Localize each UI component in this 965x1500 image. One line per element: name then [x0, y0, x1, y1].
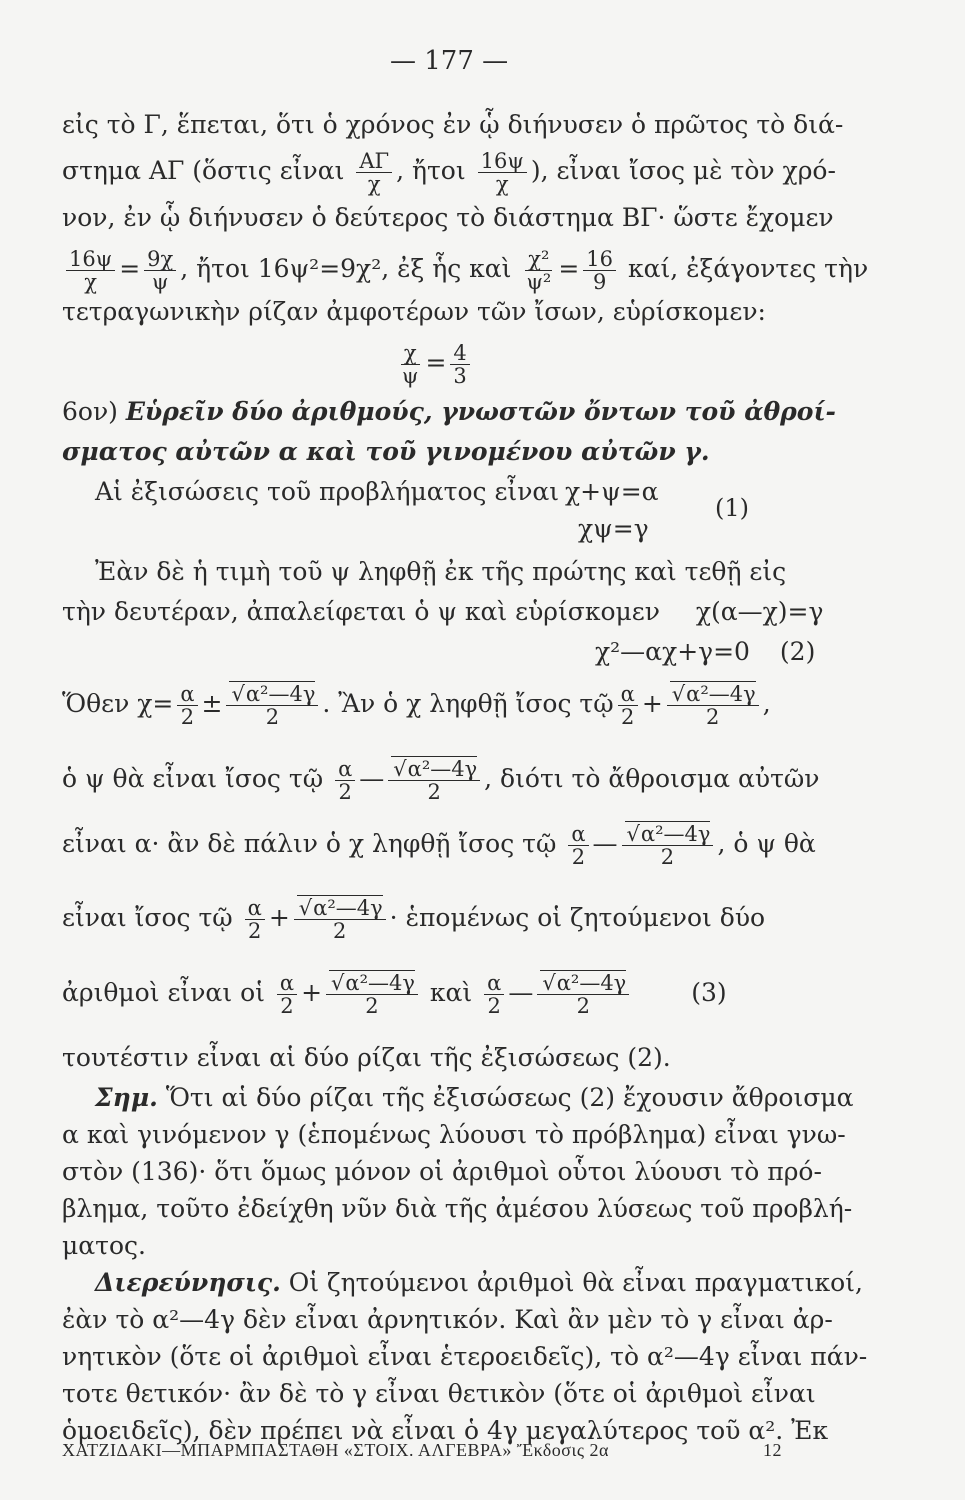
problem-title-cont: σματος αὐτῶν α καὶ τοῦ γινομένου αὐτῶν γ.	[62, 437, 710, 466]
square-root: √ α²—4γ	[670, 681, 756, 706]
text: ἀριθμοὶ εἶναι οἱ	[62, 978, 265, 1007]
text-line	[62, 823, 816, 868]
numerator: 16ψ	[66, 248, 115, 271]
text-line	[62, 248, 868, 293]
square-root: √ α²—4γ	[329, 970, 415, 995]
denominator: 2	[265, 705, 280, 729]
problem-number: 6ον)	[62, 397, 118, 426]
fraction	[667, 683, 759, 728]
text-line	[95, 1268, 863, 1298]
text-line: τοτε θετικόν· ἂν δὲ τὸ γ εἶναι θετικὸν (ὅτε οἱ ἀριθμοὶ εἶναι	[62, 1379, 816, 1408]
text: Οἱ ζητούμενοι ἀριθμοὶ θὰ εἶναι πραγματικοί,	[288, 1268, 863, 1297]
numerator	[294, 897, 386, 920]
fraction	[618, 683, 638, 728]
fraction	[335, 758, 355, 803]
text-line: βλημα, τοῦτο ἐδείχθη νῦν διὰ τῆς ἀμέσου λύσεως τοῦ προβλή-	[62, 1194, 853, 1223]
fraction	[177, 683, 197, 728]
text-line: τουτέστιν εἶναι αἱ δύο ρίζαι τῆς ἐξισώσεως (2).	[62, 1043, 671, 1072]
fraction	[622, 823, 714, 868]
text-line: εἰς τὸ Γ, ἕπεται, ὅτι ὁ χρόνος ἐν ᾧ διήνυσεν ὁ πρῶτος τὸ διά-	[62, 110, 844, 139]
sheet-number: 12	[763, 1440, 782, 1460]
denominator: χ	[495, 172, 509, 196]
text-line: ματος.	[62, 1231, 146, 1260]
text: ,	[762, 689, 771, 718]
numerator: χ²	[525, 248, 552, 271]
text-line: τετραγωνικὴν ρίζαν ἀμφοτέρων τῶν ἴσων, εὑρίσκομεν:	[62, 297, 766, 326]
fraction	[484, 972, 504, 1017]
denominator: 2	[621, 705, 635, 729]
text-line: νητικὸν (ὅτε οἱ ἀριθμοὶ εἶναι ἑτεροειδεῖς), τὸ α²—4γ εἶναι πάν-	[62, 1342, 868, 1371]
text: ὁ ψ θὰ εἶναι ἴσος τῷ	[62, 764, 324, 793]
text: Ὅτι αἱ δύο ρίζαι τῆς ἐξισώσεως (2) ἔχουσιν ἄθροισμα	[165, 1083, 854, 1112]
numerator	[667, 683, 759, 706]
page-number: — 177 —	[390, 46, 509, 76]
numerator	[537, 972, 629, 995]
text-line: ἐὰν τὸ α²—4γ δὲν εἶναι ἀρνητικόν. Καὶ ἂν μὲν τὸ γ εἶναι ἀρ-	[62, 1305, 833, 1334]
numerator: 4	[450, 342, 469, 365]
text: εἶναι α· ἂν δὲ πάλιν ὁ χ ληφθῇ ἴσος τῷ	[62, 829, 557, 858]
text: στημα ΑΓ (ὅστις εἶναι	[62, 156, 345, 185]
square-root: √ α²—4γ	[297, 895, 383, 920]
text-line: νον, ἐν ᾧ διήνυσεν ὁ δεύτερος τὸ διάστημα ΒΓ· ὥστε ἔχομεν	[62, 203, 834, 232]
minus-sign: —	[508, 978, 534, 1007]
text: καί, ἐξάγοντες τὴν	[627, 254, 869, 283]
denominator: 9	[592, 270, 607, 294]
numerator: α	[484, 972, 504, 995]
denominator: 2	[571, 845, 586, 869]
plus-sign: +	[268, 903, 290, 932]
numerator: 9χ	[144, 248, 176, 271]
equation-number: (1)	[715, 494, 749, 522]
minus-sign: —	[592, 829, 618, 858]
equation: χψ=γ	[578, 514, 649, 543]
text-line	[62, 150, 836, 195]
fraction	[523, 248, 554, 293]
text-line	[62, 597, 823, 627]
equation-number: (2)	[779, 637, 816, 666]
discussion-label: Διερεύνησις.	[95, 1268, 281, 1297]
problem-title: Εὑρεῖν δύο ἀριθμούς, γνωστῶν ὄντων τοῦ ἀθροί-	[125, 397, 836, 426]
numerator: α	[277, 972, 297, 995]
fraction	[583, 248, 616, 293]
numerator: α	[245, 897, 265, 920]
text-line	[62, 897, 765, 942]
text-line: α καὶ γινόμενον γ (ἑπομένως λύουσι τὸ πρόβλημα) εἶναι γνω-	[62, 1120, 846, 1149]
denominator: 2	[248, 919, 262, 943]
fraction	[66, 248, 115, 293]
square-root: √ α²—4γ	[625, 821, 711, 846]
fraction	[245, 897, 265, 942]
text: καὶ	[429, 978, 473, 1007]
denominator: 2	[333, 919, 347, 943]
text-line	[62, 683, 771, 728]
equals-sign: =	[558, 254, 580, 283]
text: , ἤτοι	[396, 156, 466, 185]
denominator: 2	[487, 994, 501, 1018]
fraction	[144, 248, 176, 293]
numerator	[226, 683, 318, 706]
equation-text: χ²—αχ+γ=0	[595, 637, 750, 666]
denominator: 2	[576, 994, 590, 1018]
plus-minus: ±	[201, 689, 223, 718]
square-root: √ α²—4γ	[540, 970, 626, 995]
denominator: 2	[365, 994, 379, 1018]
text-line: Ἐὰν δὲ ἡ τιμὴ τοῦ ψ ληφθῇ ἐκ τῆς πρώτης καὶ τεθῇ εἰς	[95, 557, 787, 586]
text: ), εἶναι ἴσος μὲ τὸν χρό-	[530, 156, 836, 185]
numerator: α	[568, 823, 588, 846]
square-root: √ α²—4γ	[229, 681, 315, 706]
text: , διότι τὸ ἄθροισμα αὐτῶν	[484, 764, 820, 793]
equation	[395, 342, 474, 387]
remark-label: Σημ.	[95, 1083, 158, 1112]
equals-sign: =	[425, 348, 447, 377]
numerator: α	[335, 758, 355, 781]
text-line: Αἱ ἐξισώσεις τοῦ προβλήματος εἶναι	[95, 477, 560, 506]
numerator: 16	[583, 248, 616, 271]
numerator	[622, 823, 714, 846]
fraction	[294, 897, 386, 942]
denominator: 2	[660, 845, 675, 869]
plus-sign: +	[641, 689, 663, 718]
page-footer	[62, 1440, 782, 1461]
equation-number: (3)	[691, 978, 727, 1007]
numerator: 16ψ	[478, 150, 527, 173]
text: , ἤτοι 16ψ²=9χ², ἐξ ἧς καὶ	[180, 254, 512, 283]
text-line: ὁμοειδεῖς), δὲν πρέπει νὰ εἶναι ὁ 4γ μεγαλύτερος τοῦ α². Ἐκ	[62, 1416, 829, 1445]
fraction	[537, 972, 629, 1017]
denominator: 3	[453, 364, 467, 388]
fraction	[478, 150, 527, 195]
numerator: χ	[401, 342, 420, 365]
text: , ὁ ψ θὰ	[717, 829, 816, 858]
numerator	[326, 972, 418, 995]
problem-heading	[62, 397, 836, 427]
fraction	[226, 683, 318, 728]
fraction	[356, 150, 392, 195]
text-line	[62, 972, 727, 1017]
denominator: χ	[367, 172, 381, 196]
text-line	[62, 758, 819, 803]
fraction	[388, 758, 480, 803]
denominator: ψ	[151, 270, 169, 294]
text-line	[95, 1083, 853, 1113]
text: τὴν δευτέραν, ἀπαλείφεται ὁ ψ καὶ εὑρίσκομεν	[62, 597, 660, 626]
text-line: στὸν (136)· ὅτι ὅμως μόνον οἱ ἀριθμοὶ οὗτοι λύουσι τὸ πρό-	[62, 1157, 822, 1186]
numerator	[388, 758, 480, 781]
minus-sign: —	[359, 764, 385, 793]
text: · ἑπομένως οἱ ζητούμενοι δύο	[389, 903, 766, 932]
text: Ὅθεν χ=	[62, 689, 174, 718]
square-root: √ α²—4γ	[391, 756, 477, 781]
fraction	[277, 972, 297, 1017]
denominator: 2	[706, 705, 720, 729]
equation: χ+ψ=α	[565, 477, 659, 506]
fraction	[450, 342, 469, 387]
fraction	[399, 342, 421, 387]
fraction	[326, 972, 418, 1017]
numerator: ΑΓ	[356, 150, 392, 173]
denominator: 2	[180, 705, 195, 729]
text: εἶναι ἴσος τῷ	[62, 903, 233, 932]
plus-sign: +	[301, 978, 323, 1007]
denominator: 2	[338, 780, 352, 804]
equation	[595, 637, 815, 667]
fraction	[568, 823, 588, 868]
numerator: α	[177, 683, 197, 706]
text: . Ἂν ὁ χ ληφθῇ ἴσος τῷ	[322, 689, 614, 718]
denominator: 2	[280, 994, 294, 1018]
denominator: χ	[84, 270, 97, 294]
denominator: 2	[427, 780, 441, 804]
denominator: ψ²	[526, 270, 552, 294]
equation: χ(α—χ)=γ	[695, 597, 824, 626]
equals-sign: =	[119, 254, 141, 283]
numerator: α	[618, 683, 638, 706]
denominator: ψ	[402, 364, 419, 388]
footer-title: ΧΑΤΖΙΔΑΚΙ—ΜΠΑΡΜΠΑΣΤΑΘΗ «ΣΤΟΙΧ. ΑΛΓΕΒΡΑ» Ἔκδοσις 2α	[62, 1440, 609, 1460]
